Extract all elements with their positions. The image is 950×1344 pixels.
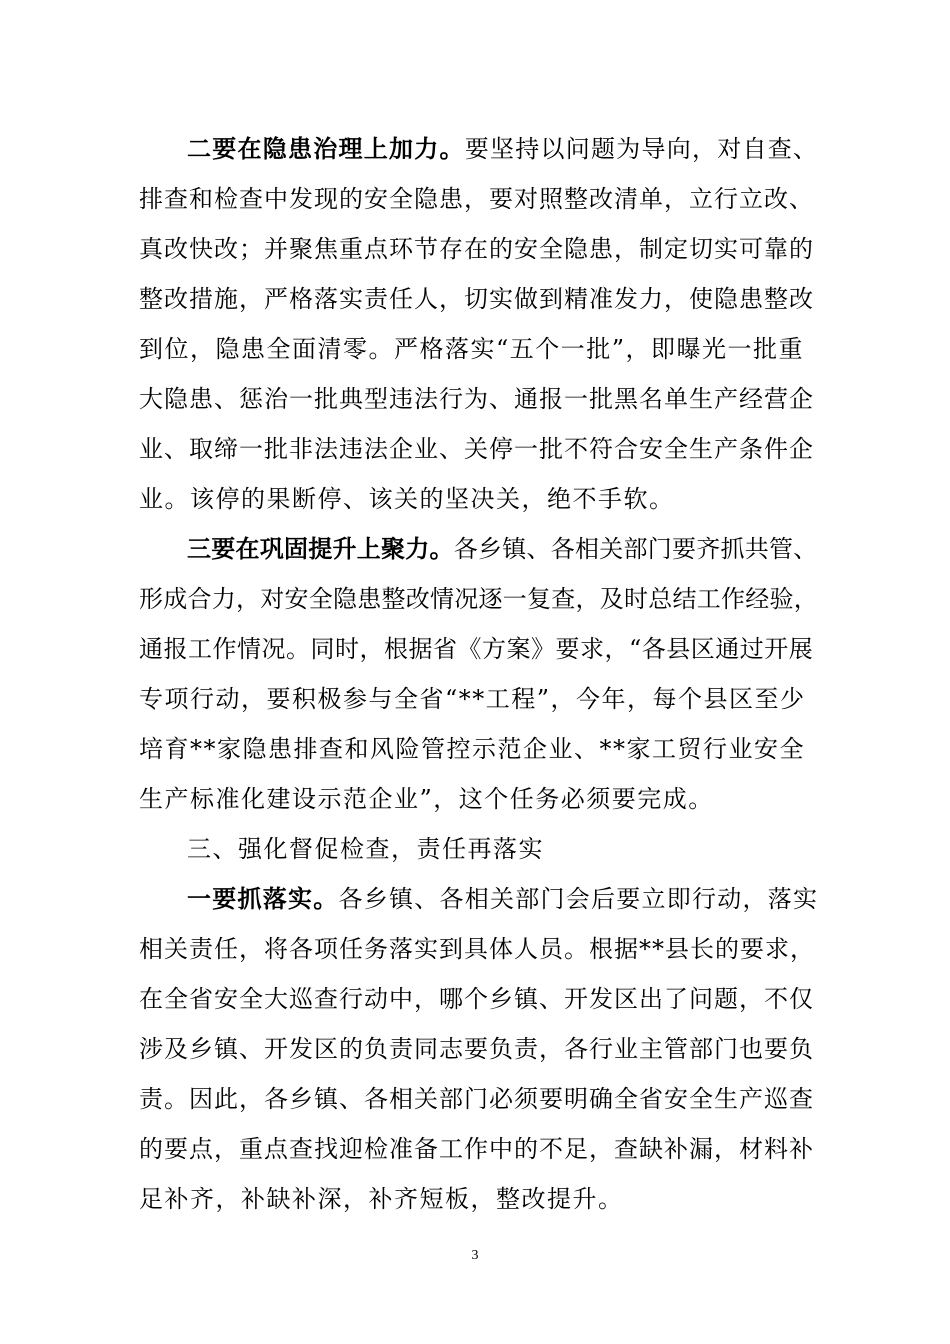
paragraph-3-line-7: 足补齐，补缺补深，补齐短板，整改提升。	[139, 1185, 624, 1213]
page-number: 3	[471, 1248, 479, 1263]
paragraph-2-line-2: 形成合力，对安全隐患整改情况逐一复查，及时总结工作经验，	[139, 585, 818, 613]
paragraph-2-lead: 三要在巩固提升上聚力。	[187, 534, 454, 563]
paragraph-3-line-5: 责。因此，各乡镇、各相关部门必须要明确全省安全生产巡查	[139, 1085, 814, 1113]
paragraph-3-line-3: 在全省安全大巡查行动中，哪个乡镇、开发区出了问题，不仅	[139, 985, 814, 1013]
paragraph-2-line-3: 通报工作情况。同时，根据省《方案》要求，“各县区通过开展	[139, 635, 814, 663]
paragraph-3-text: 各乡镇、各相关部门会后要立即行动，落实	[338, 885, 819, 913]
paragraph-2-line-4: 专项行动，要积极参与全省“**工程”，今年，每个县区至少	[139, 685, 806, 713]
paragraph-2-line-1	[187, 534, 819, 564]
paragraph-3-lead: 一要抓落实。	[187, 884, 339, 913]
paragraph-1-line-6: 大隐患、惩治一批典型违法行为、通报一批黑名单生产经营企	[139, 385, 814, 413]
paragraph-1-line-1	[187, 134, 819, 164]
paragraph-2-line-5: 培育**家隐患排查和风险管控示范企业、**家工贸行业安全	[139, 735, 805, 763]
paragraph-1-line-2: 排查和检查中发现的安全隐患，要对照整改清单，立行立改、	[139, 185, 814, 213]
paragraph-3-line-6: 的要点，重点查找迎检准备工作中的不足，查缺补漏，材料补	[139, 1135, 814, 1163]
paragraph-2-text: 各乡镇、各相关部门要齐抓共管、	[453, 535, 818, 563]
paragraph-1-text: 要坚持以问题为导向，对自查、	[464, 135, 819, 163]
paragraph-3-line-4: 涉及乡镇、开发区的负责同志要负责，各行业主管部门也要负	[139, 1035, 814, 1063]
paragraph-1-line-3: 真改快改；并聚焦重点环节存在的安全隐患，制定切实可靠的	[139, 235, 814, 263]
paragraph-2-line-6: 生产标准化建设示范企业”，这个任务必须要完成。	[139, 785, 714, 813]
paragraph-1-line-4: 整改措施，严格落实责任人，切实做到精准发力，使隐患整改	[139, 285, 814, 313]
paragraph-3-line-1	[187, 884, 819, 914]
paragraph-1-lead: 二要在隐患治理上加力。	[187, 134, 465, 163]
paragraph-1-line-7: 业、取缔一批非法违法企业、关停一批不符合安全生产条件企	[139, 435, 814, 463]
paragraph-3-line-2: 相关责任，将各项任务落实到具体人员。根据**县长的要求，	[139, 935, 815, 963]
paragraph-1-line-8: 业。该停的果断停、该关的坚决关，绝不手软。	[139, 485, 675, 513]
paragraph-1-line-5: 到位，隐患全面清零。严格落实“五个一批”，即曝光一批重	[139, 335, 805, 363]
section-heading: 三、强化督促检查，责任再落实	[187, 835, 544, 863]
